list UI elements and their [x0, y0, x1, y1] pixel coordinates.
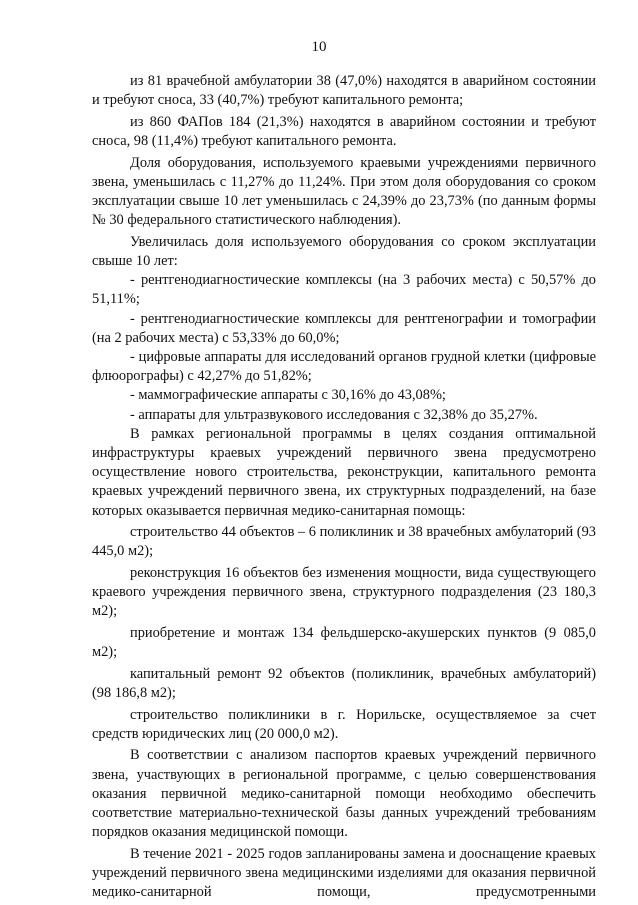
- paragraph-norilsk: строительство поликлиники в г. Норильске, осуществляемое за счет средств юридических лиц (20 000,0 м2).: [92, 706, 596, 742]
- paragraph-capital-repair: капитальный ремонт 92 объектов (поликлиник, врачебных амбулаторий) (98 186,8 м2);: [92, 665, 596, 702]
- paragraph-ambulatories: из 81 врачебной амбулатории 38 (47,0%) находятся в аварийном состоянии и требуют сноса, 33 (40,7%) требуют капитального ремонта;: [92, 73, 596, 109]
- paragraph-construction: строительство 44 объектов – 6 поликлиник и 38 врачебных амбулаторий (93 445,0 м2);: [92, 524, 596, 560]
- paragraph-2021-2025: В течение 2021 - 2025 годов запланированы замена и дооснащение краевых учреждений первичного звена медицинскими изделиями для оказания первичной медико-санитарной помощи, предусмотренными: [92, 845, 596, 901]
- list-item-xray-2: - рентгенодиагностические комплексы для рентгенографии и томографии (на 2 рабочих места) с 53,33% до 60,0%;: [92, 310, 596, 346]
- paragraph-fap-purchase: приобретение и монтаж 134 фельдшерско-акушерских пунктов (9 085,0 м2);: [92, 625, 596, 661]
- paragraph-passports-analysis: В соответствии с анализом паспортов краевых учреждений первичного звена, участвующих в региональной программе, с целью совершенствования оказания первичной медико-санитарной помощи необходимо обеспечить соответствие материально-технической базы данных учреждений требованиям порядков оказания медицинской помощи.: [92, 747, 596, 841]
- page-number: 10: [311, 39, 327, 55]
- paragraph-equipment-increase: Увеличилась доля используемого оборудования со сроком эксплуатации свыше 10 лет:: [92, 233, 596, 269]
- list-item-fluorographs: - цифровые аппараты для исследований органов грудной клетки (цифровые флюорографы) с 42,27% до 51,82%;: [92, 349, 596, 385]
- paragraph-equipment-share: Доля оборудования, используемого краевыми учреждениями первичного звена, уменьшилась с 11,27% до 11,24%. При этом доля оборудования со сроком эксплуатации свыше 10 лет уменьшилась с 24,39% до 23,73% (по данным формы № 30 федерального статистического наблюдения).: [92, 154, 596, 229]
- paragraph-regional-program: В рамках региональной программы в целях создания оптимальной инфраструктуры краевых учреждений первичного звена предусмотрено осуществление нового строительства, реконструкции, капитального ремонта краевых учреждений первичного звена, их структурных подразделений, на базе которых оказывается первичная медико-санитарная помощь:: [92, 425, 596, 519]
- list-item-mammography: - маммографические аппараты с 30,16% до 43,08%;: [130, 387, 446, 404]
- list-item-ultrasound: - аппараты для ультразвукового исследования с 32,38% до 35,27%.: [130, 406, 538, 423]
- paragraph-reconstruction: реконструкция 16 объектов без изменения мощности, вида существующего краевого учреждения первичного звена, структурного подразделения (23 180,3 м2);: [92, 565, 596, 620]
- document-body: [92, 72, 596, 905]
- paragraph-fap: из 860 ФАПов 184 (21,3%) находятся в аварийном состоянии и требуют сноса, 98 (11,4%) требуют капитального ремонта.: [92, 113, 596, 149]
- list-item-xray-3: - рентгенодиагностические комплексы (на 3 рабочих места) с 50,57% до 51,11%;: [92, 272, 596, 308]
